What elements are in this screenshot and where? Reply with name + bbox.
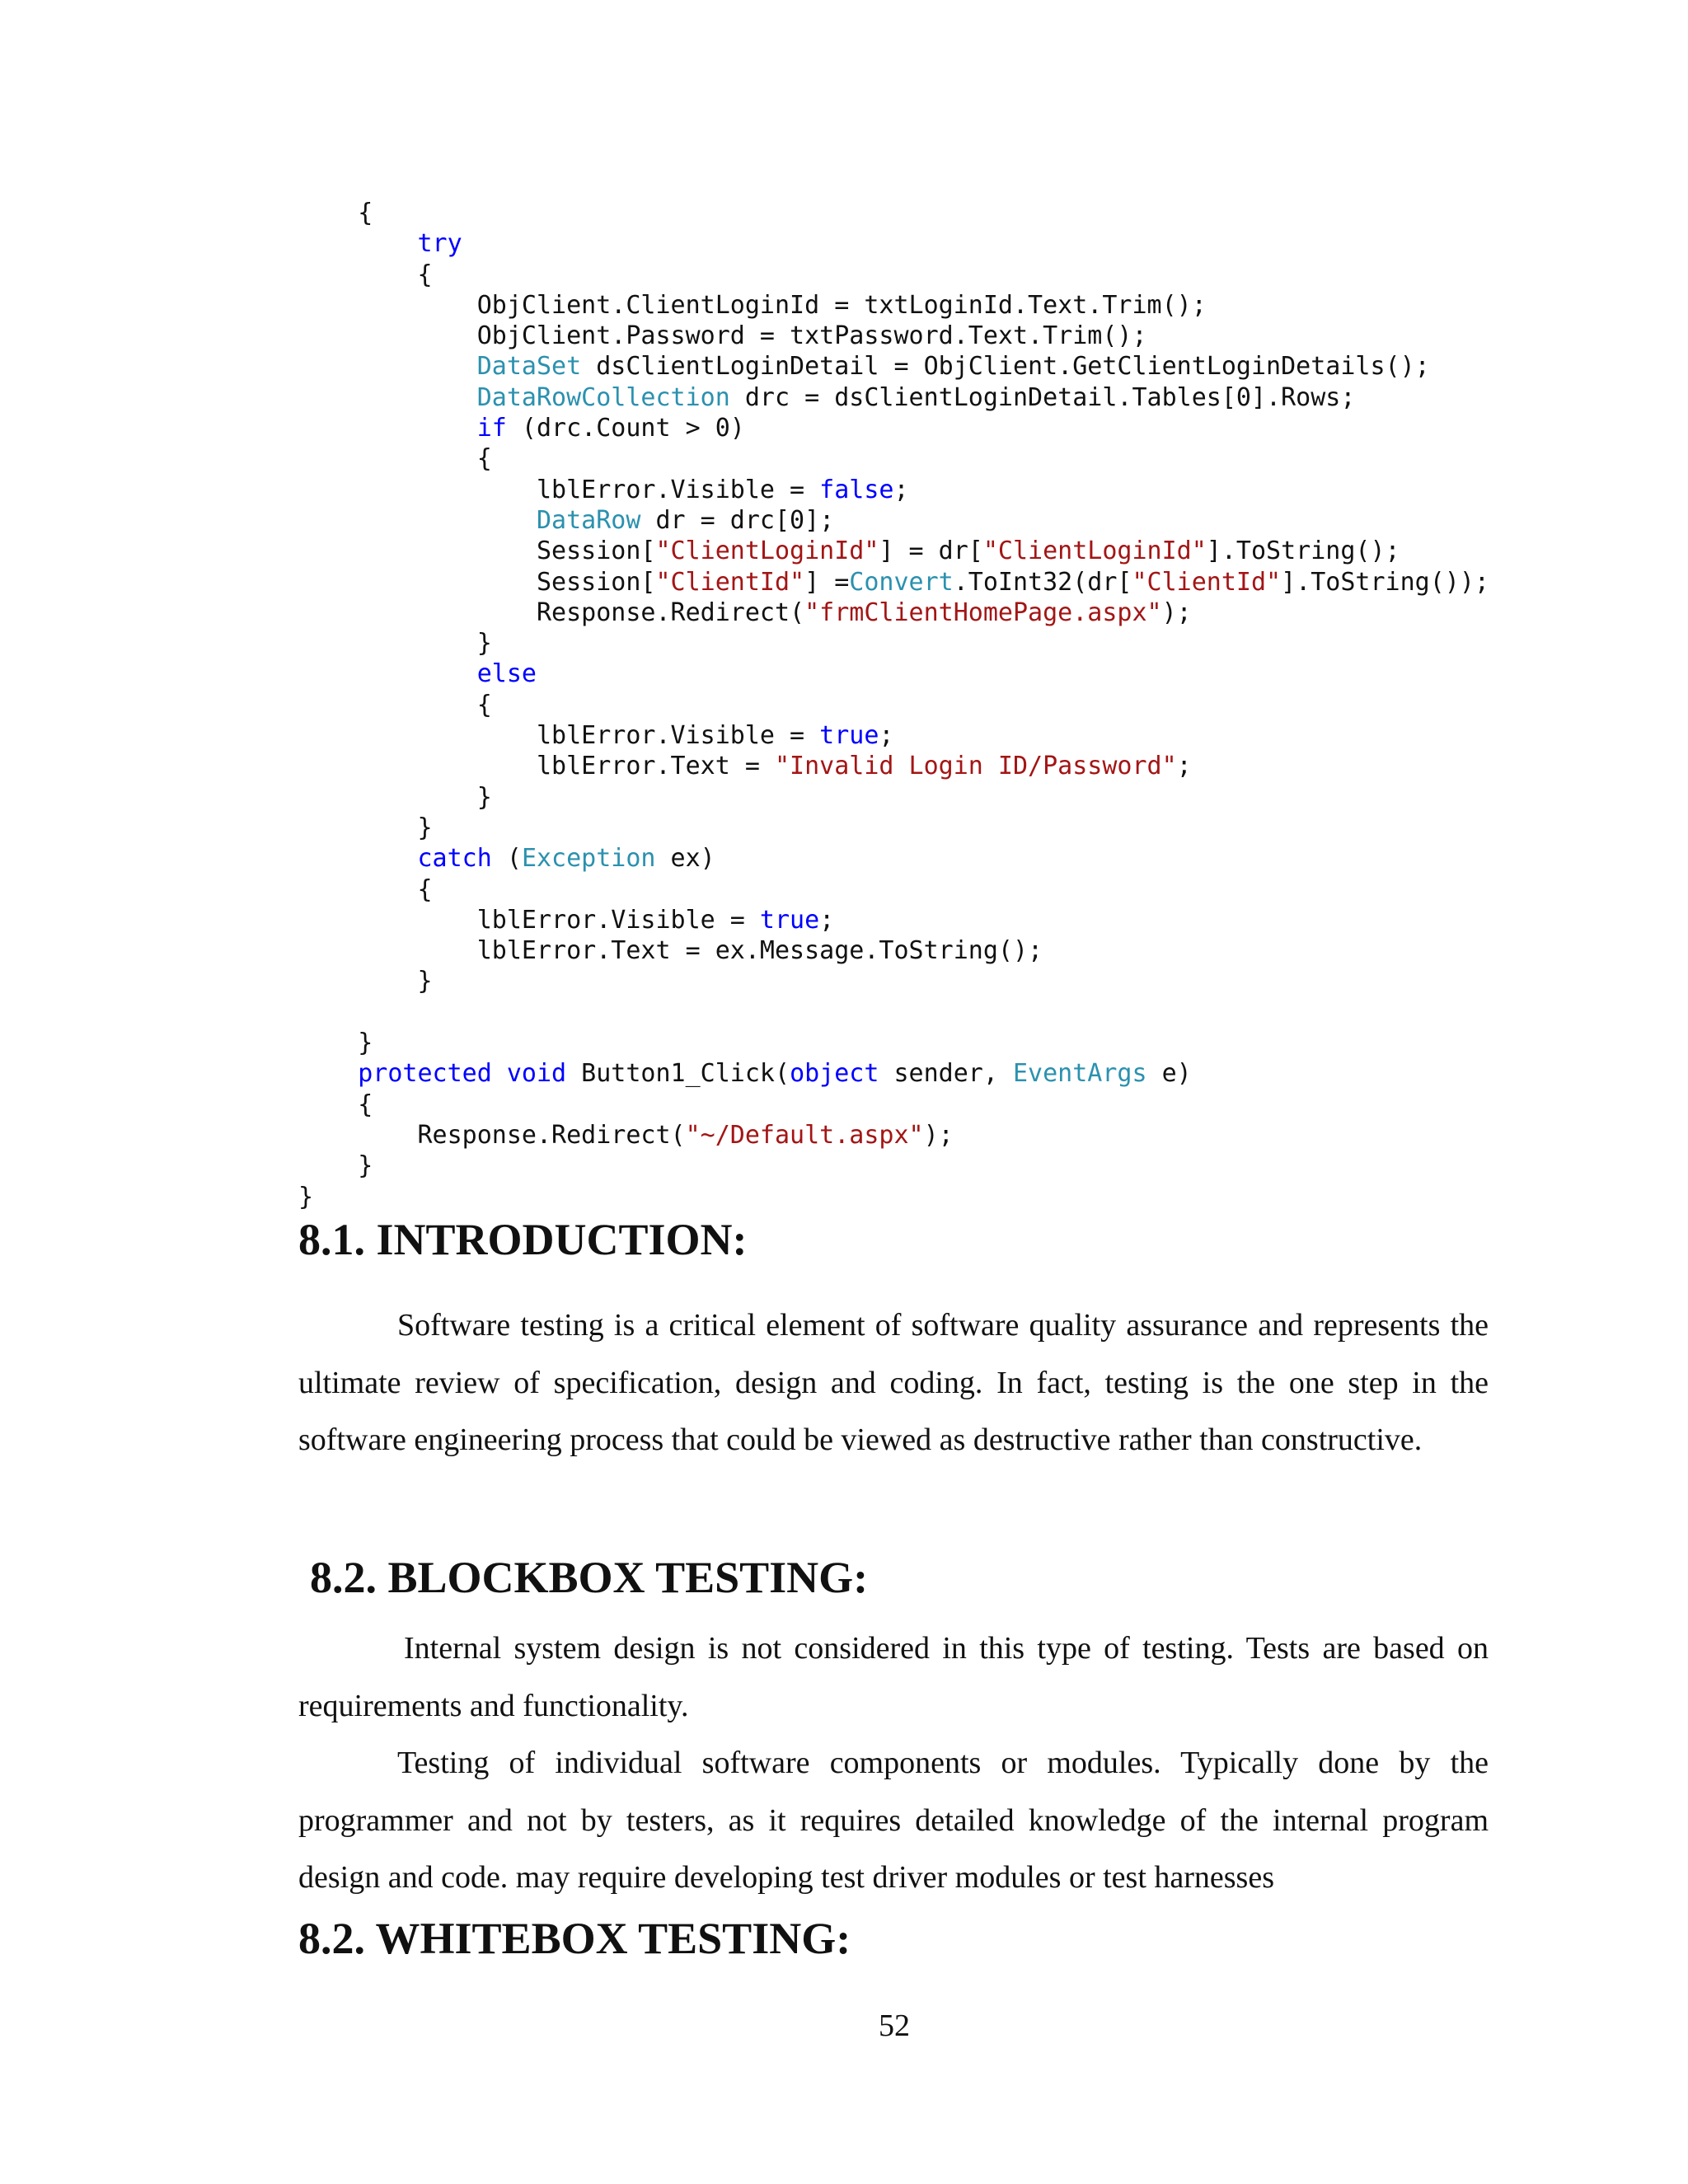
code-text: ; (819, 905, 835, 935)
page-number: 52 (879, 2008, 910, 2043)
code-string: "ClientId" (655, 567, 805, 597)
code-text: ].ToString(); (1206, 537, 1400, 566)
code-text: (drc.Count > 0) (506, 414, 745, 443)
code-line (298, 228, 1489, 259)
code-keyword: try (417, 229, 462, 259)
paragraph-blackbox-2 (298, 1735, 1489, 1907)
code-line (298, 443, 1489, 474)
code-line (298, 351, 1489, 382)
code-line (298, 751, 1489, 781)
heading-blackbox-testing: 8.2. BLOCKBOX TESTING: (310, 1553, 869, 1602)
code-string: "Invalid Login ID/Password" (774, 752, 1177, 781)
code-line (298, 1151, 1489, 1181)
code-text: } (298, 1029, 373, 1058)
code-type: DataRowCollection (476, 382, 730, 412)
code-text: } (298, 629, 492, 658)
code-line (298, 1182, 1489, 1212)
code-line (298, 813, 1489, 843)
code-line (298, 321, 1489, 351)
code-text (298, 506, 537, 535)
code-text: { (298, 199, 373, 227)
code-type: DataSet (476, 352, 582, 382)
code-string: "ClientLoginId" (982, 537, 1207, 566)
code-line (298, 1120, 1489, 1151)
code-text (298, 1059, 358, 1088)
code-text: } (298, 967, 433, 996)
paragraph-introduction-text: Software testing is a critical element of software quality assurance and represents the ultimate review of specification, design and coding. In fact, testing is the one step in the software engineering process that could be viewed as destructive rather than constructive. (298, 1308, 1489, 1457)
code-text: { (298, 874, 433, 904)
code-line (298, 1028, 1489, 1058)
code-text: lblError.Visible = (298, 475, 820, 504)
heading-whitebox-testing: 8.2. WHITEBOX TESTING: (298, 1914, 851, 1963)
code-line (298, 905, 1489, 935)
code-text (298, 659, 477, 688)
code-text: } (298, 1151, 373, 1181)
code-line (298, 782, 1489, 813)
code-type: EventArgs (1013, 1059, 1147, 1089)
code-text: e) (1146, 1059, 1192, 1089)
code-text: ObjClient.Password = txtPassword.Text.Trim(); (298, 321, 1147, 351)
code-text: ex) (655, 844, 715, 874)
code-line (298, 874, 1489, 905)
code-text: { (298, 260, 433, 289)
code-text (298, 352, 477, 381)
code-line (298, 658, 1489, 689)
code-text (298, 383, 477, 412)
code-keyword: if (476, 414, 507, 443)
code-text: { (298, 690, 492, 719)
code-keyword: false (819, 475, 894, 504)
code-text: Session[ (298, 537, 656, 566)
code-type: DataRow (536, 505, 641, 535)
code-text: ; (879, 721, 894, 751)
paragraph-introduction (298, 1297, 1489, 1469)
code-string: "~/Default.aspx" (685, 1120, 924, 1150)
code-line (298, 198, 1489, 228)
code-line (298, 720, 1489, 751)
code-line (298, 628, 1489, 658)
code-string: "ClientLoginId" (655, 537, 879, 566)
code-line (298, 475, 1489, 505)
code-listing (298, 198, 1489, 1212)
code-keyword: catch (417, 844, 492, 874)
code-line (298, 567, 1489, 598)
code-line (298, 690, 1489, 720)
code-text: ; (893, 475, 909, 504)
code-keyword: protected (358, 1059, 492, 1089)
code-line (298, 536, 1489, 566)
code-type: Convert (849, 567, 954, 597)
code-text: ObjClient.ClientLoginId = txtLoginId.Text.Trim(); (298, 290, 1207, 320)
code-text: ; (1176, 752, 1192, 781)
code-text: .ToInt32(dr[ (953, 567, 1132, 597)
code-text: dsClientLoginDetail = ObjClient.GetClientLoginDetails(); (581, 352, 1430, 382)
code-text: ].ToString()); (1281, 567, 1489, 597)
code-keyword: void (506, 1059, 567, 1089)
code-text: lblError.Text = ex.Message.ToString(); (298, 936, 1043, 966)
paragraph-blackbox-2-text: Testing of individual software components or modules. Typically done by the programmer and not by testers, as it requires detailed knowledge of the internal program design and code. may require developing test driver modules or test harnesses (298, 1746, 1489, 1895)
code-line (298, 382, 1489, 413)
code-line (298, 997, 1489, 1028)
code-line (298, 260, 1489, 290)
code-text: lblError.Visible = (298, 905, 760, 935)
code-text: sender, (879, 1059, 1013, 1089)
code-line (298, 843, 1489, 874)
code-text (298, 414, 477, 443)
code-text (298, 844, 418, 873)
code-line (298, 290, 1489, 321)
code-text: Button1_Click( (566, 1059, 790, 1089)
code-text: ); (1161, 598, 1192, 627)
code-line (298, 1090, 1489, 1120)
code-text: lblError.Text = (298, 752, 775, 781)
code-keyword: object (790, 1059, 879, 1089)
code-keyword: true (819, 721, 879, 751)
code-keyword: true (759, 905, 820, 935)
code-line (298, 966, 1489, 996)
code-string: "ClientId" (1132, 567, 1282, 597)
code-text: { (298, 444, 492, 474)
code-line (298, 1058, 1489, 1089)
heading-introduction: 8.1. INTRODUCTION: (298, 1215, 748, 1264)
code-line (298, 505, 1489, 536)
code-text (492, 1059, 507, 1088)
code-text: } (298, 813, 433, 842)
code-text (298, 229, 418, 258)
code-text: } (298, 782, 492, 812)
code-text: } (298, 1182, 314, 1212)
code-text: Session[ (298, 567, 656, 597)
code-text: Response.Redirect( (298, 1120, 686, 1150)
code-text: Response.Redirect( (298, 598, 805, 627)
code-text: dr = drc[0]; (640, 505, 835, 535)
code-keyword: else (476, 659, 537, 689)
code-text: lblError.Visible = (298, 721, 820, 751)
code-text: drc = dsClientLoginDetail.Tables[0].Rows; (729, 382, 1356, 412)
code-line (298, 935, 1489, 966)
paragraph-blackbox-1-text: Internal system design is not considered in this type of testing. Tests are based on requirements and functionality. (298, 1631, 1489, 1723)
code-line (298, 413, 1489, 443)
code-text: ( (491, 844, 522, 874)
code-text: ] = (804, 567, 850, 597)
code-text: { (298, 1090, 373, 1119)
code-line (298, 598, 1489, 628)
code-text: ); (923, 1120, 954, 1150)
code-text: ] = dr[ (879, 537, 983, 566)
paragraph-blackbox-1 (298, 1620, 1489, 1735)
code-string: "frmClientHomePage.aspx" (804, 598, 1162, 627)
code-type: Exception (521, 844, 656, 874)
